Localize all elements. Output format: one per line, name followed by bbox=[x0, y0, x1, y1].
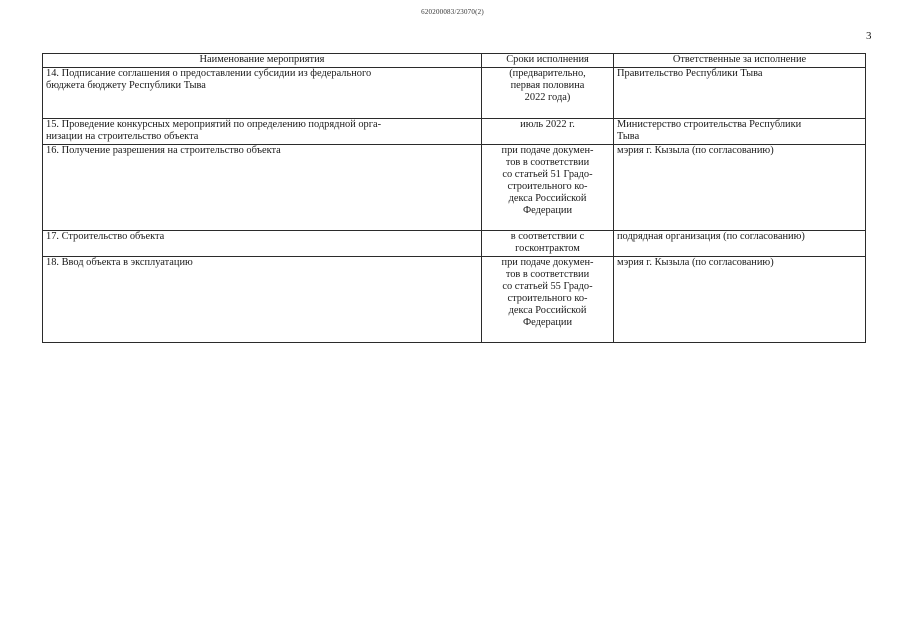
deadline-line: Федерации bbox=[522, 317, 573, 328]
table-row bbox=[43, 257, 866, 343]
header-event-name: Наименование мероприятия bbox=[43, 54, 482, 68]
deadline-cell bbox=[482, 231, 614, 257]
event-name-line: 15. Проведение конкурсных мероприятий по определению подрядной орга- bbox=[46, 119, 382, 130]
deadline-line: тов в соответствии bbox=[505, 157, 590, 168]
responsible-cell bbox=[614, 119, 866, 145]
event-name-line: 17. Строительство объекта bbox=[46, 231, 165, 242]
event-name-line: 14. Подписание соглашения о предоставлении субсидии из федерального bbox=[46, 68, 372, 79]
responsible-line: мэрия г. Кызыла (по согласованию) bbox=[617, 145, 774, 156]
responsible-cell bbox=[614, 231, 866, 257]
deadline-line: первая половина bbox=[510, 80, 585, 91]
event-name-cell bbox=[43, 257, 482, 343]
deadline-line: при подаче докумен- bbox=[501, 257, 594, 268]
deadline-cell bbox=[482, 145, 614, 231]
event-name-cell bbox=[43, 68, 482, 119]
deadline-line: тов в соответствии bbox=[505, 269, 590, 280]
responsible-line: Министерство строительства Республики bbox=[617, 119, 802, 130]
table-row bbox=[43, 68, 866, 119]
header-deadline: Сроки исполнения bbox=[482, 54, 614, 68]
deadline-line: строительного ко- bbox=[507, 181, 588, 192]
table-row bbox=[43, 145, 866, 231]
deadline-line: при подаче докумен- bbox=[501, 145, 594, 156]
header-responsible: Ответственные за исполнение bbox=[614, 54, 866, 68]
event-name-cell bbox=[43, 231, 482, 257]
table-header-row bbox=[43, 54, 866, 68]
deadline-line: Федерации bbox=[522, 205, 573, 216]
event-name-line: 16. Получение разрешения на строительство объекта bbox=[46, 145, 281, 156]
deadline-line: (предварительно, bbox=[509, 68, 586, 79]
deadline-cell bbox=[482, 68, 614, 119]
page-number: 3 bbox=[866, 30, 872, 42]
deadline-line: декса Российской bbox=[508, 193, 587, 204]
event-name-line: 18. Ввод объекта в эксплуатацию bbox=[46, 257, 193, 268]
deadline-line: декса Российской bbox=[508, 305, 587, 316]
deadline-line: июль 2022 г. bbox=[520, 119, 575, 130]
table-row bbox=[43, 119, 866, 145]
deadline-line: со статьей 55 Градо- bbox=[502, 281, 593, 292]
event-name-line: низации на строительство объекта bbox=[46, 131, 199, 142]
deadline-cell bbox=[482, 257, 614, 343]
event-name-cell bbox=[43, 119, 482, 145]
events-table bbox=[42, 53, 866, 343]
document-id: 620200083/23070(2) bbox=[421, 8, 484, 16]
deadline-line: строительного ко- bbox=[507, 293, 588, 304]
responsible-line: Правительство Республики Тыва bbox=[617, 68, 763, 79]
event-name-cell bbox=[43, 145, 482, 231]
deadline-line: в соответствии с bbox=[510, 231, 585, 242]
deadline-cell bbox=[482, 119, 614, 145]
responsible-line: подрядная организация (по согласованию) bbox=[617, 231, 805, 242]
responsible-cell bbox=[614, 68, 866, 119]
responsible-line: Тыва bbox=[617, 131, 640, 142]
event-name-line: бюджета бюджету Республики Тыва bbox=[46, 80, 206, 91]
responsible-line: мэрия г. Кызыла (по согласованию) bbox=[617, 257, 774, 268]
responsible-cell bbox=[614, 145, 866, 231]
deadline-line: госконтрактом bbox=[515, 243, 580, 254]
responsible-cell bbox=[614, 257, 866, 343]
table-row bbox=[43, 231, 866, 257]
deadline-line: 2022 года) bbox=[524, 92, 571, 103]
deadline-line: со статьей 51 Градо- bbox=[502, 169, 593, 180]
